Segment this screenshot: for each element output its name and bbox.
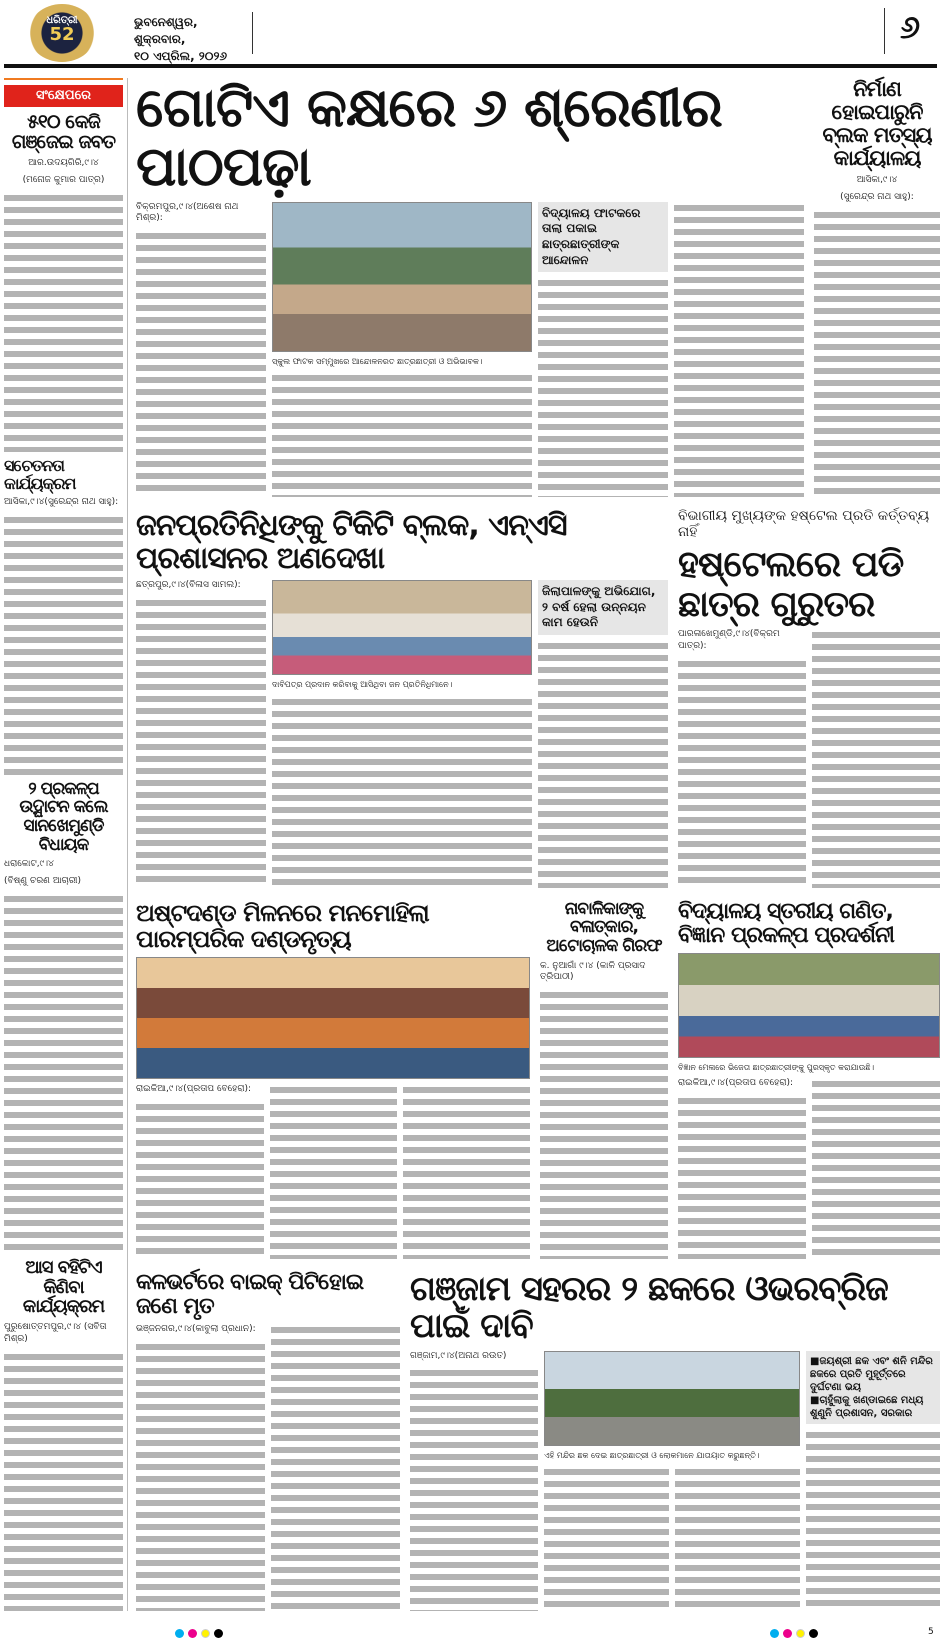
story-bike-accident (136, 1271, 400, 1611)
registration-mark-cyan (770, 1629, 779, 1638)
brief-byline: (ମନୋଜ କୁମାର ପାତ୍ର) (22, 174, 105, 185)
story-kicker: ବିଭାଗୀୟ ମୁଖ୍ୟଙ୍କ ହଷ୍ଟେଲ ପ୍ରତି କର୍ତ୍ତବ୍ୟ ନାହିଁ (678, 508, 930, 540)
date-city-day: ଭୁବନେଶ୍ୱର, ଶୁକ୍ରବାର, (134, 15, 198, 46)
briefs-label: ସଂକ୍ଷେପରେ (4, 85, 123, 107)
page-footer (0, 1619, 945, 1645)
briefs-column (4, 78, 128, 1611)
story-body (812, 1078, 940, 1259)
masthead-rule (4, 64, 937, 68)
protest-photo (272, 202, 532, 352)
photo-caption: ଏହି ମନ୍ଦିର ଛକ ଦେଇ ଛାତ୍ରଛାତ୍ରୀ ଓ ଲୋକମାନେ ଯାତାୟାତ କରୁଛନ୍ତି। (544, 1450, 760, 1460)
brief-dateline: ପୁରୁଷୋତ୍ତମପୁର,୯।୪ (ସବିତା ମିଶ୍ର) (4, 1322, 107, 1344)
delegation-photo (272, 580, 532, 675)
highlight-text: ଚାହୁଁଲାକୁ ଖଣ୍ଡାଇଛେ ମଧ୍ୟ ଶୁଣୁନି ପ୍ରଶାସନ, ସରକାର (810, 1394, 924, 1419)
page-number: ୬ (900, 8, 921, 46)
science-fair-photo (678, 953, 940, 1058)
story-dateline: ଆସିକା,୯।୪ (856, 175, 898, 186)
brief-byline: (ବିଷ୍ଣୁ ଚରଣ ଆଚାରୀ) (4, 876, 82, 887)
story-body (806, 1429, 940, 1611)
logo-text: ଧରିତ୍ରୀ (46, 15, 78, 26)
photo-caption: ବିଜ୍ଞାନ ମେଳାରେ ଭିଜେତା ଛାତ୍ରଛାତ୍ରୀଙ୍କୁ ପୁରସ୍କୃତ କରାଯାଉଛି। (678, 1062, 875, 1072)
story-body (136, 1341, 265, 1611)
registration-mark-black (809, 1629, 818, 1638)
story-body (544, 1466, 669, 1611)
lead-headline: ଗୋଟିଏ କକ୍ଷରେ ୬ ଶ୍ରେଣୀର ପାଠପଢ଼ା (136, 76, 722, 199)
brief-body (4, 192, 123, 453)
story-headline: ଅଷ୍ଟଦଣ୍ଡ ମିଳନରେ ମନମୋହିଲା ପାରମ୍ପରିକ ଦଣ୍ଡନୃତ୍ୟ (136, 898, 429, 953)
issue-date (134, 14, 244, 64)
story-body (272, 696, 532, 888)
brief-body (4, 514, 123, 775)
story-byline: (ସୁରେନ୍ଦ୍ର ନାଥ ସାହୁ): (840, 192, 914, 203)
photo-caption: ସ୍କୁଲ ଫାଟକ ସମ୍ମୁଖରେ ଆନ୍ଦୋଳନରତ ଛାତ୍ରଛାତ୍ରୀ ଓ ଅଭିଭାବକ। (272, 356, 483, 366)
story-body (136, 597, 266, 888)
junction-photo (544, 1351, 800, 1446)
story-headline: କଳଭର୍ଟରେ ବାଇକ୍ ପିଟିହୋଇ ଜଣେ ମୃତ (136, 1269, 364, 1320)
story-headline: ବିଦ୍ୟାଳୟ ସ୍ତରୀୟ ଗଣିତ, ବିଜ୍ଞାନ ପ୍ରକଳ୍ପ ପ୍ରଦର୍ଶନୀ (678, 898, 894, 948)
story-dateline: ପାରଳାଖେମୁଣ୍ଡି,୯।୪(ବିକ୍ରମ ପାତ୍ର): (678, 629, 780, 651)
story-body (812, 629, 940, 887)
story-sidebar: ଜିଲାପାଳଙ୍କୁ ଅଭିଯୋଗ, ୨ ବର୍ଷ ହେଲା ଉନ୍ନୟନ କାମ ହେଉନି (538, 580, 668, 635)
story-headline: ଜନପ୍ରତିନିଧିଙ୍କୁ ଟିକିଟି ବ୍ଲକ, ଏନ୍ଏସି ପ୍ରଶାସନର ଅଣଦେଖା (136, 508, 567, 577)
brief-dateline: ଆସିକା,୯।୪(ସୁରେନ୍ଦ୍ର ନାଥ ସାହୁ): (4, 497, 119, 508)
story-body (270, 1084, 397, 1259)
story-ticket-block (136, 509, 668, 887)
story-dance (136, 900, 530, 1259)
brief-headline: ୨ ପ୍ରକଳ୍ପ ଉଦ୍ଘାଟନ କଲେ ସାନଖେମୁଣ୍ଡି ବିଧାୟକ (19, 778, 108, 855)
brief-headline: ୫୧୦ କେଜି ଗଞ୍ଜେଇ ଜବତ (11, 110, 116, 154)
story-headline: ନାବାଳିକାଙ୍କୁ ବଳାତ୍କାର, ଅଟୋଚାଳକ ଗିରଫ (546, 898, 662, 956)
story-headline: ନିର୍ମାଣ ହୋଇପାରୁନି ବ୍ଲକ ମତ୍ସ୍ୟ କାର୍ଯ୍ୟାଳୟ (822, 77, 932, 171)
brief-dateline: ଧରାକୋଟ,୯।୪ (4, 859, 54, 870)
photo-caption: ଦାବିପତ୍ର ପ୍ରଦାନ କରିବାକୁ ଆସିଥିବା ଜନ ପ୍ରତିନିଧିମାନେ। (272, 680, 453, 690)
story-body (136, 230, 266, 497)
story-body (678, 1095, 806, 1259)
story-body (678, 658, 806, 888)
story-hostel (678, 509, 940, 887)
briefs-top-rule (4, 78, 123, 80)
masthead-logo (28, 4, 96, 62)
story-fisheries-office (814, 78, 940, 497)
story-body (814, 209, 940, 497)
divider (252, 12, 253, 54)
story-sidebar: ବିଦ୍ୟାଳୟ ଫାଟକରେ ତାଲା ପକାଇ ଛାତ୍ରଛାତ୍ରୀଙ୍କ ଆନ୍ଦୋଳନ (538, 202, 668, 272)
story-dateline: ଛତ୍ରପୁର,୯।୪(ବିଳାସ ସାମଲ): (136, 580, 241, 591)
story-overbridge (410, 1268, 940, 1611)
dance-photo (136, 957, 530, 1079)
registration-mark-black (214, 1629, 223, 1638)
date-value: ୧୦ ଏପ୍ରିଲ, ୨୦୨୬ (134, 48, 227, 63)
story-body (538, 277, 668, 497)
brief-body (4, 893, 123, 1253)
page-footer-number: 5 (928, 1627, 934, 1638)
registration-mark-magenta (783, 1629, 792, 1638)
highlight-bullet: ■ଚାହୁଁଲାକୁ ଖଣ୍ଡାଇଛେ ମଧ୍ୟ ଶୁଣୁନି ପ୍ରଶାସନ, ସରକାର (810, 1394, 924, 1419)
masthead (8, 0, 937, 64)
story-body (674, 202, 804, 497)
brief-headline: ସଚେତନତା କାର୍ଯ୍ୟକ୍ରମ (4, 456, 76, 493)
story-dateline: ବିକ୍ରମପୁର,୯।୪(ଅଶେଷ ନାଥ ମିଶ୍ର): (136, 201, 239, 224)
story-dateline: ଗଞ୍ଜାମ,୯।୪(ଅନାଥ ରଉତ) (410, 1350, 507, 1361)
story-body (538, 640, 668, 888)
story-dateline: ରାଇକିଆ,୯।୪(ପ୍ରତାପ ବେହେରା): (678, 1078, 794, 1089)
story-headline: ହଷ୍ଟେଲରେ ପଡି ଛାତ୍ର ଗୁରୁତର (678, 543, 904, 625)
story-body (675, 1466, 800, 1611)
highlight-bullet: ■ଜୟଶ୍ରୀ ଛକ ଏବଂ ଶନି ମନ୍ଦିର ଛକରେ ପ୍ରତି ମୁହୂର୍ତ୍ତରେ ଦୁର୍ଘଟଣା ଭୟ (810, 1355, 933, 1393)
story-body (540, 989, 668, 1259)
story-body (136, 1101, 264, 1259)
story-body (271, 1324, 400, 1611)
registration-mark-yellow (796, 1629, 805, 1638)
main-area (136, 78, 940, 1611)
story-dateline: ଭଞ୍ଜନଗର,୯।୪(କାବୁଲା ପ୍ରଧାନ): (136, 1324, 256, 1335)
highlights-box (806, 1351, 940, 1424)
brief-dateline: ଆର.ଉଦୟଗିରି,୯।୪ (28, 158, 99, 169)
story-science-fair (678, 900, 940, 1259)
registration-mark-magenta (188, 1629, 197, 1638)
highlight-text: ଜୟଶ୍ରୀ ଛକ ଏବଂ ଶନି ମନ୍ଦିର ଛକରେ ପ୍ରତି ମୁହୂର୍ତ୍ତରେ ଦୁର୍ଘଟଣା ଭୟ (810, 1355, 933, 1393)
story-headline: ଗଞ୍ଜାମ ସହରର ୨ ଛକରେ ଓଭରବ୍ରିଜ ପାଇଁ ଦାବି (410, 1268, 888, 1347)
brief-body (4, 1351, 123, 1612)
brief-headline: ଆସ ବହିଟିଏ କିଣିବା କାର୍ଯ୍ୟକ୍ରମ (22, 1256, 105, 1318)
story-body (403, 1084, 530, 1259)
story-dateline: କ. ନୁଆଗାଁ ୯।୪ (କାଳି ପ୍ରସାଦ ତ୍ରିପାଠୀ) (540, 960, 646, 983)
story-body (272, 372, 532, 497)
story-body (410, 1367, 538, 1611)
story-dateline: ରାଇକିଆ,୯।୪(ପ୍ରତାପ ବେହେରା): (136, 1084, 252, 1095)
divider (884, 8, 885, 54)
story-arrest (540, 900, 668, 1259)
registration-mark-yellow (201, 1629, 210, 1638)
registration-mark-cyan (175, 1629, 184, 1638)
logo-number: 52 (49, 24, 75, 45)
lead-story (136, 78, 804, 497)
